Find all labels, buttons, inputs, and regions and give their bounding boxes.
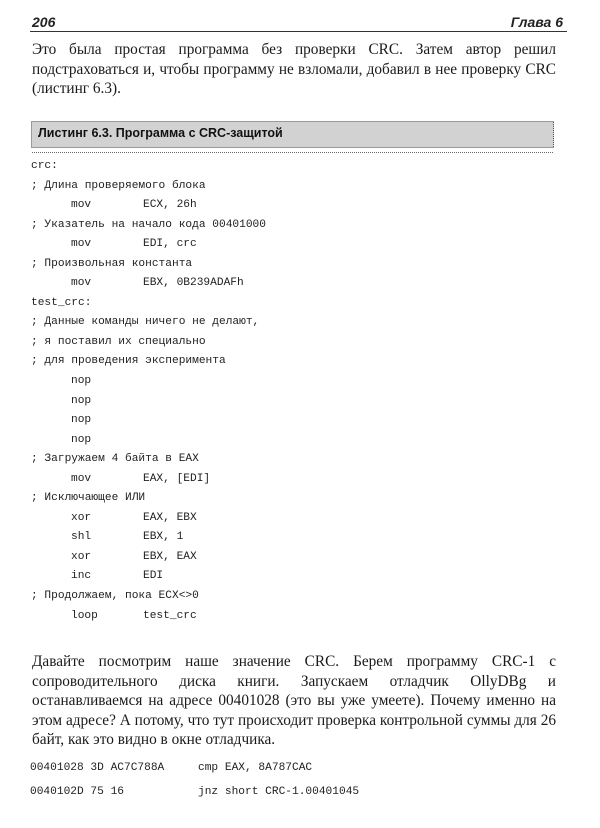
listing-title: Листинг 6.3. Программа с CRC-защитой [38,126,283,140]
page-number: 206 [32,14,56,30]
code-opcode: nop [71,375,92,388]
code-text: ; Загружаем 4 байта в EAX [31,453,199,466]
code-line [31,450,266,470]
code-opcode: mov [71,238,92,251]
code-line [31,528,266,548]
code-opcode: mov [71,199,92,212]
debugger-dump [30,758,550,806]
code-operands: EDI, crc [143,238,197,251]
listing-caption-box [31,121,554,148]
body-paragraph: Давайте посмотрим наше значение CRC. Берем программу CRC-1 с сопроводительного диска книги. Запускаем отладчик OllyDBg и останавливаемся на адресе 00401028 (это вы уже умеете). Почему именно на этом адресе? А потому, что тут происходит проверка контрольной суммы для 26 байт, как это видно в окне отладчика. [32,653,556,748]
code-opcode: inc [71,570,92,583]
dump-address: 00401028 3D AC7C788A [30,762,165,774]
chapter-title: Глава 6 [510,14,563,30]
code-opcode: loop [71,609,98,622]
code-line [31,157,266,177]
code-line [31,177,266,197]
code-line [31,333,266,353]
code-line [31,489,266,509]
page-header [30,10,567,32]
code-text: crc: [31,160,58,172]
code-line [31,392,266,412]
code-operands: ECX, 26h [143,199,197,212]
code-line [31,567,266,587]
code-line [31,235,266,255]
dump-instruction: jnz short CRC-1.00401045 [198,786,360,798]
header-rule [30,31,567,32]
code-line [31,352,266,372]
code-line [31,587,266,607]
code-operands: test_crc [143,609,197,622]
code-opcode: shl [71,531,92,544]
code-opcode: nop [71,433,92,446]
code-text: ; я поставил их специально [31,335,206,348]
code-text: ; Произвольная константа [31,257,193,270]
code-line [31,470,266,490]
listing-rule [32,152,553,153]
dump-address: 0040102D 75 16 [30,786,124,798]
code-line [31,372,266,392]
code-opcode: nop [71,394,92,407]
code-operands: EDI [143,570,164,583]
code-line [31,509,266,529]
code-line [31,255,266,275]
code-text: test_crc: [31,296,92,309]
code-operands: EBX, 0B239ADAFh [143,277,244,290]
code-text: ; Указатель на начало кода 00401000 [31,218,266,231]
code-opcode: mov [71,277,92,290]
code-text: ; для проведения эксперимента [31,355,226,368]
code-operands: EBX, EAX [143,550,197,563]
code-opcode: xor [71,511,92,524]
code-line [31,274,266,294]
code-operands: EBX, 1 [143,531,184,544]
code-opcode: nop [71,414,92,427]
dump-line [30,758,550,782]
code-text: ; Длина проверяемого блока [31,179,206,192]
code-text: ; Продолжаем, пока ECX<>0 [31,590,199,603]
code-line [31,294,266,314]
code-opcode: mov [71,472,92,485]
code-line [31,196,266,216]
code-line [31,313,266,333]
code-line [31,411,266,431]
intro-paragraph: Это была простая программа без проверки CRC. Затем автор решил подстраховаться и, чтобы программу не взломали, добавил в нее проверку CRC (листинг 6.3). [32,41,556,97]
code-line [31,431,266,451]
code-listing [31,157,266,626]
dump-line [30,782,550,806]
code-operands: EAX, [EDI] [143,472,211,485]
code-line [31,216,266,236]
code-opcode: xor [71,550,92,563]
code-line [31,607,266,627]
code-operands: EAX, EBX [143,511,197,524]
code-text: ; Исключающее ИЛИ [31,492,146,505]
code-text: ; Данные команды ничего не делают, [31,316,260,329]
dump-instruction: cmp EAX, 8A787CAC [198,762,313,774]
code-line [31,548,266,568]
